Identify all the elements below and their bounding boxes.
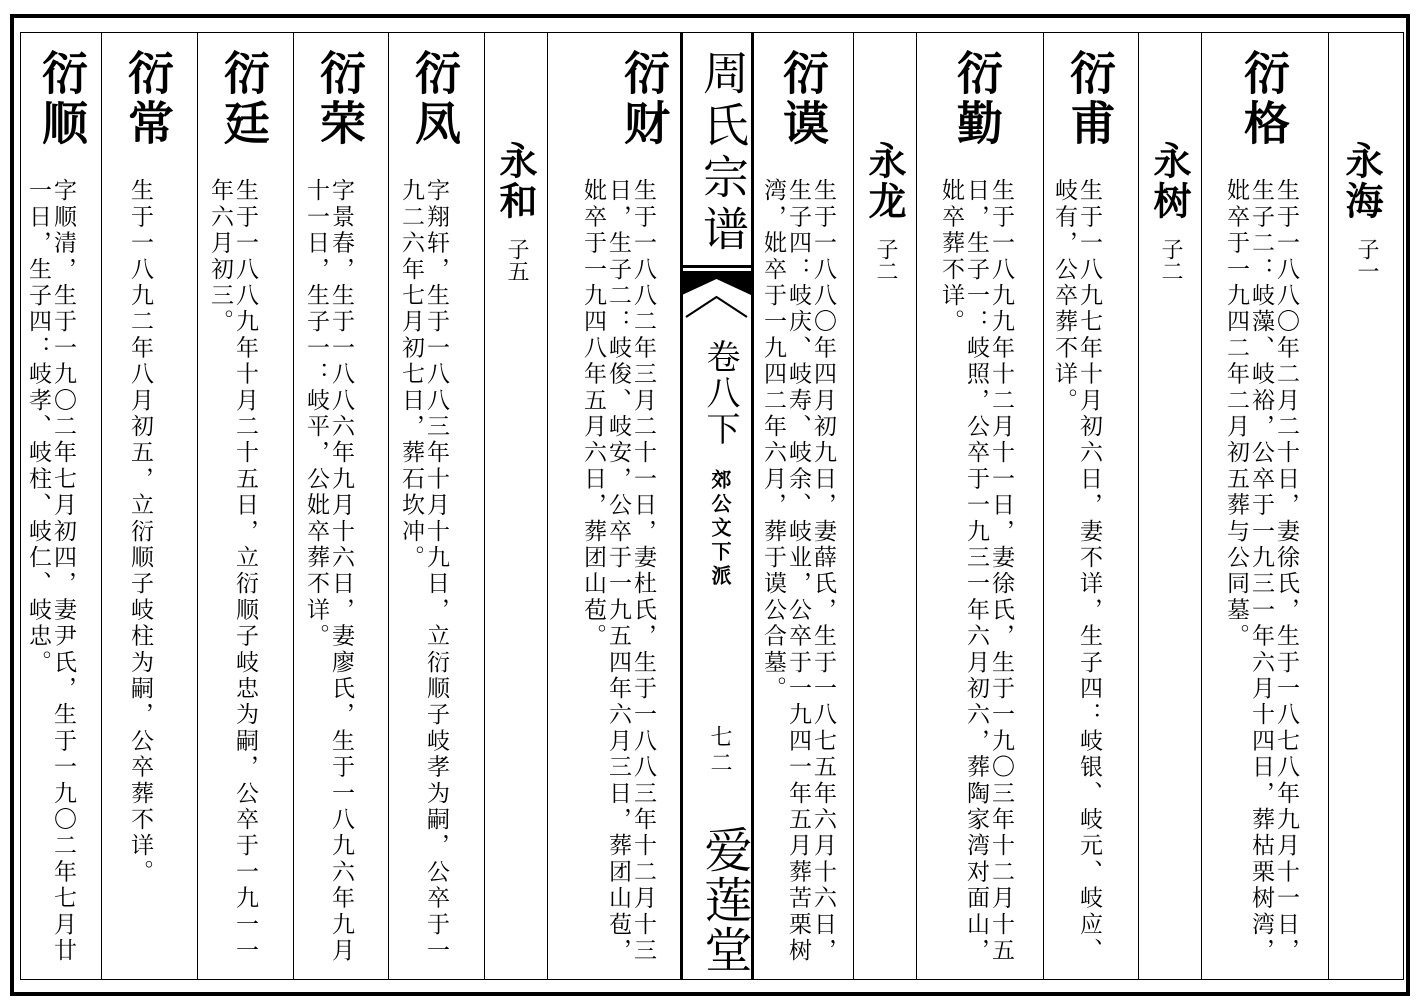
entry-yanting	[197, 33, 293, 979]
biography-text: 生于一八九二年八月初五，立衍顺子岐柱为嗣，公卒葬不详。	[127, 178, 153, 886]
generation-name: 永海	[1339, 141, 1384, 221]
entry-yanpu	[1043, 33, 1138, 979]
entry-yonghai	[1328, 33, 1404, 979]
biography-text: 生于一八八二年三月二十一日，妻杜氏，生于一八八三年十二月十三日，生子二：岐俊、岐安，公卒于一九五四年六月三日，葬团山苞，妣卒于一九四八年五月六日，葬团山苞。	[580, 178, 656, 964]
entry-yanchang	[101, 33, 197, 979]
generation-name: 永龙	[862, 141, 907, 221]
entry-yanrong	[293, 33, 388, 979]
entry-yonglong	[853, 33, 916, 979]
branch-label: 郊公文下派	[708, 469, 732, 589]
entry-yanfeng	[388, 33, 484, 979]
entry-yanmo	[754, 33, 853, 979]
person-name: 衍甫	[1063, 49, 1117, 149]
generation-name: 永和	[493, 141, 538, 221]
biography-text: 字顺清，生于一九〇二年七月初四，妻尹氏，生于一九〇二年七月廿一日，生子四：岐孝、岐柱、岐仁、岐忠。	[25, 178, 76, 964]
biography-text: 字景春，生于一八八六年九月十六日，妻廖氏，生于一八九六年九月十一日，生子一：岐平，公妣卒葬不详。	[303, 178, 354, 964]
book-title: 周氏宗谱	[696, 49, 750, 257]
sons-count: 子五	[504, 238, 529, 282]
genealogy-page	[20, 32, 1404, 980]
person-name: 衍荣	[313, 49, 367, 149]
entry-yange	[1201, 33, 1328, 979]
person-name: 衍勤	[950, 49, 1004, 149]
fishtail-ornament	[682, 265, 751, 337]
page-number: 七二	[707, 725, 732, 777]
entry-yongshu	[1138, 33, 1201, 979]
entry-yanshun	[21, 33, 101, 979]
person-name: 衍廷	[217, 49, 271, 149]
sons-count: 子二	[1158, 238, 1183, 282]
person-name: 衍常	[121, 49, 175, 149]
biography-text: 生于一八九九年十二月十一日，妻徐氏，生于一九〇三年十二月十五日，生子一：岐照，公卒于一九三一年六月初六，葬陶家湾对面山，妣卒葬不详。	[938, 178, 1014, 964]
center-spine	[682, 33, 751, 979]
biography-text: 生于一八八九年十月二十五日，立衍顺子岐忠为嗣，公卒于一九一一年六月初三。	[207, 178, 258, 964]
biography-text: 字翔轩，生于一八八三年十月十九日，立衍顺子岐孝为嗣，公卒于一九二六年七月初七日，葬石坎冲。	[398, 178, 449, 964]
biography-text: 生于一八九七年十月初六日，妻不详，生子四：岐银、岐元、岐应、岐有，公卒葬不详。	[1051, 178, 1102, 964]
entry-yancai	[547, 33, 680, 979]
person-name: 衍格	[1237, 49, 1291, 149]
entry-yonghe	[484, 33, 547, 979]
sons-count: 子一	[1354, 238, 1379, 282]
person-name: 衍财	[617, 49, 671, 149]
entry-yanqin	[916, 33, 1043, 979]
person-name: 衍顺	[35, 49, 89, 149]
biography-text: 生于一八八〇年四月初九日，妻薛氏，生于一八七五年六月十六日，生子四：岐庆、岐寿、岐余、岐业，公卒于一九四一年五月葬苦栗树湾，妣卒于一九四二年六月，葬于谟公合墓。	[760, 178, 836, 964]
person-name: 衍谟	[776, 49, 830, 149]
sons-count: 子二	[873, 238, 898, 282]
generation-name: 永树	[1147, 141, 1192, 221]
biography-text: 生于一八八〇年二月二十日，妻徐氏，生于一八七八年九月十一日，生子二：岐藻、岐裕，公卒于一九三一年六月十四日，葬枯栗树湾，妣卒于一九四二年二月初五葬与公同墓。	[1223, 178, 1299, 964]
person-name: 衍凤	[408, 49, 462, 149]
hall-name: 爱莲堂	[696, 825, 752, 975]
volume-label: 卷八下	[700, 339, 740, 447]
